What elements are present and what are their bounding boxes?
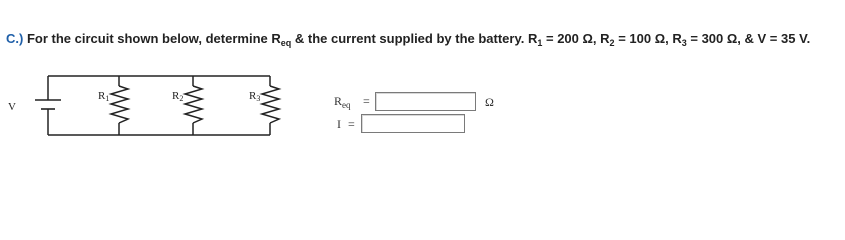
req-equals: = (363, 94, 370, 108)
r3-subscript: 3 (681, 38, 687, 48)
r1-subscript: 1 (537, 38, 543, 48)
req-subscript: eq (280, 38, 292, 48)
r1-resistor (111, 86, 128, 123)
question-label: C.) (6, 31, 24, 46)
current-label: I (337, 117, 341, 131)
circuit-diagram (0, 60, 320, 160)
question-text-4: = 100 Ω, R (618, 31, 682, 46)
battery-label: V (8, 101, 16, 113)
r2-label: R2 (172, 90, 184, 103)
question-text-5: = 300 Ω, & V = 35 V. (690, 31, 811, 46)
r1-label: R1 (98, 90, 110, 103)
req-input[interactable] (375, 92, 476, 111)
question-text-3: = 200 Ω, R (546, 31, 610, 46)
question-text (6, 31, 810, 48)
current-equals: = (348, 117, 355, 131)
question-text-2: & the current supplied by the battery. R (294, 31, 538, 46)
r2-subscript: 2 (609, 38, 615, 48)
current-input[interactable] (361, 114, 465, 133)
r3-resistor (262, 86, 279, 123)
question-text-1: For the circuit shown below, determine R (26, 31, 281, 46)
r3-label: R3 (249, 90, 261, 103)
req-unit: Ω (485, 95, 494, 109)
req-label: $R_{eq}$ (334, 94, 351, 110)
r2-resistor (185, 86, 202, 123)
